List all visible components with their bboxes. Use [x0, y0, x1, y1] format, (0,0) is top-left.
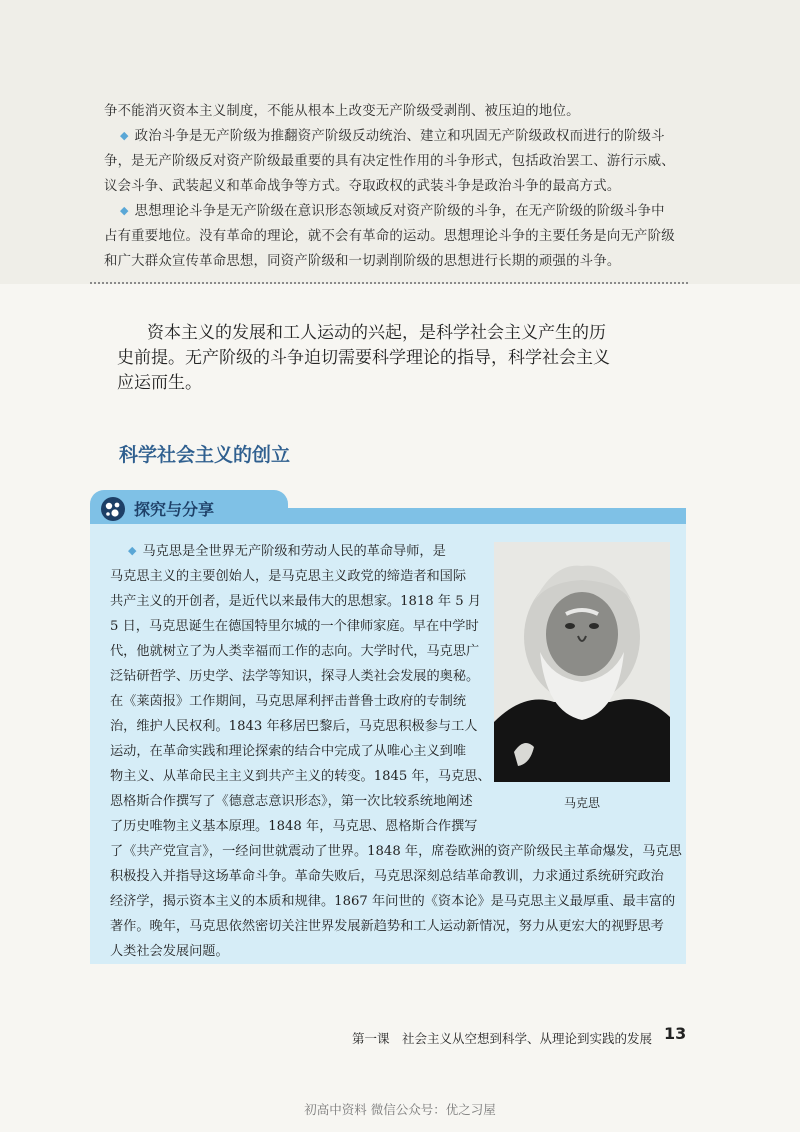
- box-line-15: 经济学，揭示资本主义的本质和规律。1867 年问世的《资本论》是马克思主义最厚重、最丰富的: [110, 894, 676, 909]
- main-paragraph-line-3: 应运而生。: [117, 373, 202, 393]
- box-line-10: 物主义、从革命民主主义到共产主义的转变。1845 年，马克思、: [110, 769, 491, 784]
- top-line-4: 议会斗争、武装起义和革命战争等方式。夺取政权的武装斗争是政治斗争的最高方式。: [104, 179, 621, 194]
- box-line-12: 了历史唯物主义基本原理。1848 年，马克思、恩格斯合作撰写: [110, 819, 478, 834]
- diamond-bullet-icon: ◆: [128, 544, 137, 557]
- box-line-6: 泛钻研哲学、历史学、法学等知识，探寻人类社会发展的奥秘。: [110, 669, 480, 684]
- top-line-3: 争，是无产阶级反对资产阶级最重要的具有决定性作用的斗争形式，包括政治罢工、游行示威、: [104, 154, 675, 169]
- box-line-2: 马克思主义的主要创始人，是马克思主义政党的缔造者和国际: [110, 569, 467, 584]
- page-number: 13: [664, 1024, 687, 1043]
- footer-lesson-title: 第一课 社会主义从空想到科学、从理论到实践的发展: [351, 1031, 652, 1046]
- box-tab-label: 探究与分享: [134, 500, 215, 519]
- top-line-1: 争不能消灭资本主义制度，不能从根本上改变无产阶级受剥削、被压迫的地位。: [104, 104, 580, 119]
- box-line-17: 人类社会发展问题。: [110, 944, 229, 959]
- portrait-image: [494, 542, 670, 782]
- box-line-4: 5 日，马克思诞生在德国特里尔城的一个律师家庭。早在中学时: [110, 619, 479, 634]
- box-line-13: 了《共产党宣言》，一经问世就震动了世界。1848 年，席卷欧洲的资产阶级民主革命爆发，马克思: [110, 844, 682, 859]
- top-line-5: [120, 202, 710, 222]
- portrait-photo: [494, 542, 670, 782]
- diamond-bullet-icon: ◆: [120, 204, 129, 217]
- box-tab: [90, 490, 288, 526]
- box-line-16: 著作。晚年，马克思依然密切关注世界发展新趋势和工人运动新情况，努力从更宏大的视野思考: [110, 919, 664, 934]
- top-text-block: [0, 0, 800, 284]
- box-line-14: 积极投入并指导这场革命斗争。革命失败后，马克思深刻总结革命教训，力求通过系统研究政治: [110, 869, 664, 884]
- watermark-text: 初高中资料 微信公众号：优之习屋: [304, 1102, 496, 1117]
- photo-caption: 马克思: [563, 796, 600, 810]
- section-title: 科学社会主义的创立: [119, 444, 291, 466]
- box-line-5: 代，他就树立了为人类幸福而工作的志向。大学时代，马克思广: [110, 644, 480, 659]
- top-line-7: 和广大群众宣传革命思想，同资产阶级和一切剥削阶级的思想进行长期的顽强的斗争。: [104, 254, 621, 269]
- top-line-6: 占有重要地位。没有革命的理论，就不会有革命的运动。思想理论斗争的主要任务是向无产阶级: [104, 229, 675, 244]
- explore-share-box: [90, 490, 686, 964]
- box-line-1-text: 马克思是全世界无产阶级和劳动人民的革命导师，是: [142, 544, 446, 559]
- top-line-5-text: 思想理论斗争是无产阶级在意识形态领域反对资产阶级的斗争，在无产阶级的阶级斗争中: [134, 204, 665, 219]
- box-line-9: 运动，在革命实践和理论探索的结合中完成了从唯心主义到唯: [110, 744, 467, 759]
- box-line-11: 恩格斯合作撰写了《德意志意识形态》，第一次比较系统地阐述: [110, 794, 473, 809]
- dotted-divider: [90, 282, 688, 284]
- main-paragraph-line-1: 资本主义的发展和工人运动的兴起，是科学社会主义产生的历: [147, 323, 606, 343]
- top-line-2-text: 政治斗争是无产阶级为推翻资产阶级反动统治、建立和巩固无产阶级政权而进行的阶级斗: [134, 129, 665, 144]
- box-line-3: 共产主义的开创者，是近代以来最伟大的思想家。1818 年 5 月: [110, 594, 482, 609]
- explore-icon: [100, 496, 126, 522]
- box-line-7: 在《莱茵报》工作期间，马克思犀利抨击普鲁士政府的专制统: [110, 694, 467, 709]
- box-line-8: 治，维护人民权利。1843 年移居巴黎后，马克思积极参与工人: [110, 719, 478, 734]
- diamond-bullet-icon: ◆: [120, 129, 129, 142]
- main-paragraph-line-2: 史前提。无产阶级的斗争迫切需要科学理论的指导，科学社会主义: [117, 348, 610, 368]
- top-line-2: [120, 127, 710, 147]
